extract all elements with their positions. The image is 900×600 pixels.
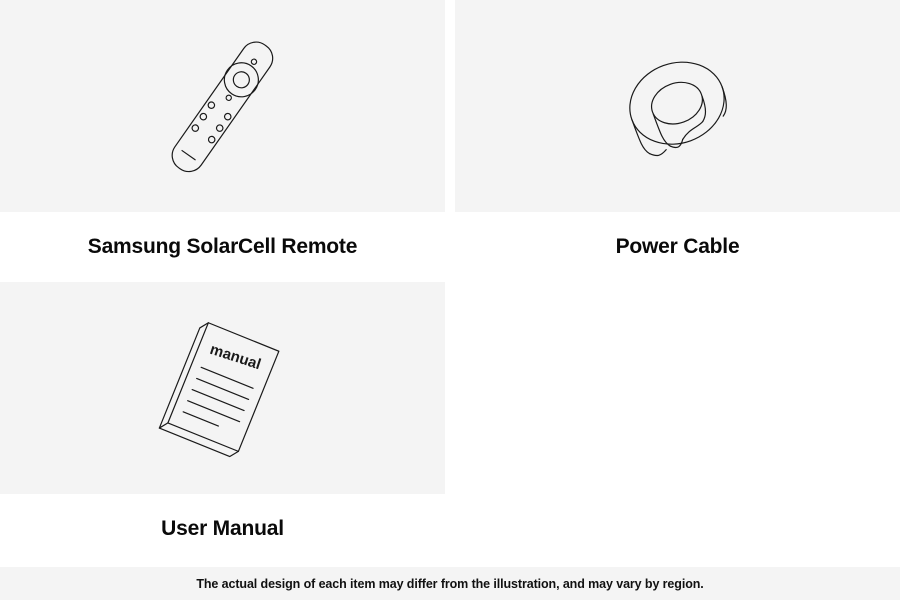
grid-gutter — [445, 212, 455, 282]
item-label-user-manual: User Manual — [0, 494, 445, 564]
item-label-remote: Samsung SolarCell Remote — [0, 212, 445, 282]
remote-control-icon — [123, 16, 323, 196]
empty-cell — [455, 282, 900, 494]
footer-note-bar — [0, 567, 900, 600]
item-image-user-manual — [0, 282, 445, 494]
coiled-cable-icon — [583, 31, 773, 181]
item-label-power-cable: Power Cable — [455, 212, 900, 282]
empty-cell-label — [455, 494, 900, 564]
grid-gutter — [445, 282, 455, 494]
manual-booklet-icon — [123, 303, 323, 473]
footer-note-text: The actual design of each item may differ from the illustration, and may vary by region. — [196, 576, 704, 591]
grid-gutter — [445, 0, 455, 212]
svg-text:manual: manual — [207, 340, 263, 374]
item-image-power-cable — [455, 0, 900, 212]
grid-gutter — [445, 494, 455, 564]
item-image-remote — [0, 0, 445, 212]
